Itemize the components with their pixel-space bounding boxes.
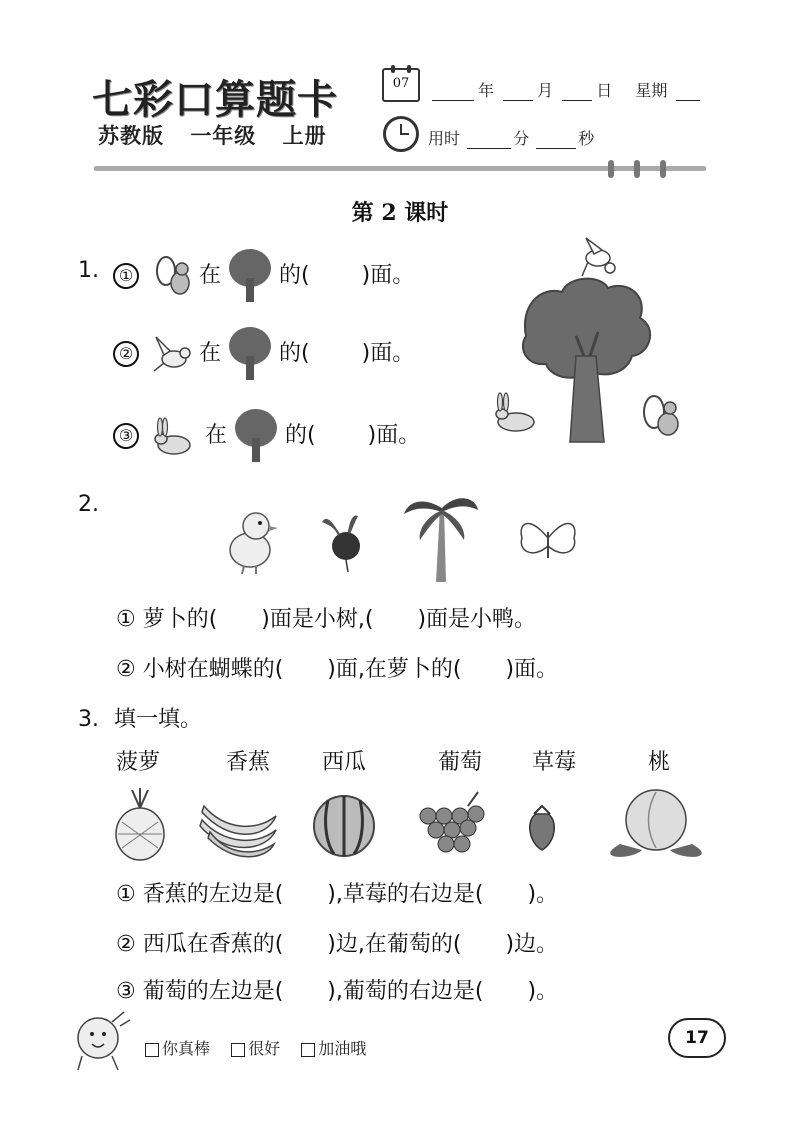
q1-text-of: 的( [285, 423, 316, 448]
divider-bead [634, 160, 640, 178]
lesson-title: 第 2 课时 [351, 200, 449, 226]
squirrel-icon [152, 251, 192, 301]
edition-volume: 上册 [282, 124, 327, 148]
rating-option-keep-going[interactable] [301, 1039, 366, 1058]
edition-publisher: 苏教版 [98, 124, 164, 148]
question-3-title: 填一填。 [114, 707, 203, 732]
checkbox-icon [231, 1043, 245, 1057]
grapes-icon [420, 792, 484, 852]
q1-text-at: 在 [205, 423, 228, 448]
q2-line-2: ② 小树在蝴蝶的( )面,在萝卜的( )面。 [116, 657, 559, 682]
tree-scene [490, 236, 690, 452]
tree-icon [228, 326, 272, 382]
fruit-label-strawberry: 草莓 [532, 750, 577, 775]
peach-icon [610, 790, 702, 857]
rabbit-icon [496, 393, 534, 431]
minutes-label: 分 [513, 129, 530, 148]
q1-item-3 [113, 408, 420, 464]
fruit-pictures [106, 786, 720, 862]
rating-option-great[interactable] [145, 1039, 210, 1058]
q1-item-1 [113, 248, 414, 304]
brand-title: 七彩口算题卡 [92, 76, 338, 123]
pineapple-icon [116, 788, 164, 860]
day-label: 日 [596, 81, 613, 100]
fruit-label-watermelon: 西瓜 [322, 750, 367, 775]
q1-text-at: 在 [199, 341, 222, 366]
rating-label: 加油哦 [318, 1039, 367, 1058]
bird-icon [582, 238, 615, 276]
tree-icon [228, 248, 272, 304]
seconds-label: 秒 [578, 129, 595, 148]
calendar-icon [382, 68, 420, 102]
q2-pictures [222, 488, 582, 588]
q1-text-at: 在 [199, 263, 222, 288]
fruit-label-banana: 香蕉 [226, 750, 271, 775]
calendar-day: 07 [392, 76, 410, 91]
q1-item-2 [113, 326, 414, 382]
rating-label: 你真棒 [162, 1039, 211, 1058]
chick-icon [230, 513, 278, 574]
radish-icon [322, 516, 360, 572]
q1-text-side: )面。 [367, 423, 421, 448]
month-label: 月 [537, 81, 554, 100]
date-fields [428, 78, 704, 101]
circle-number: ② [113, 341, 139, 367]
q3-line-3: ③ 葡萄的左边是( ),葡萄的右边是( )。 [116, 979, 559, 1004]
edition-grade: 一年级 [190, 124, 257, 148]
palm-tree-icon [404, 498, 478, 582]
year-blank[interactable] [432, 86, 474, 101]
q3-line-2: ② 西瓜在香蕉的( )边,在葡萄的( )边。 [116, 932, 559, 957]
large-tree-icon [523, 279, 650, 442]
rating-label: 很好 [248, 1039, 281, 1058]
squirrel-icon [644, 396, 678, 435]
time-fields [428, 126, 594, 149]
fruit-label-pineapple: 菠萝 [116, 750, 161, 775]
day-blank[interactable] [562, 86, 592, 101]
q2-line-1: ① 萝卜的( )面是小树,( )面是小鸭。 [116, 607, 537, 632]
minutes-blank[interactable] [467, 134, 511, 149]
q1-text-of: 的( [279, 341, 310, 366]
butterfly-icon [521, 524, 575, 558]
question-3-header [78, 702, 202, 733]
circle-number: ① [113, 263, 139, 289]
watermelon-icon [314, 796, 374, 856]
header-divider [94, 166, 706, 171]
q1-text-of: 的( [279, 263, 310, 288]
divider-bead [608, 160, 614, 178]
banana-icon [200, 806, 276, 857]
edition-line [98, 120, 345, 150]
weekday-label: 星期 [635, 81, 668, 100]
time-used-label: 用时 [428, 129, 461, 148]
q1-text-side: )面。 [361, 341, 415, 366]
fruit-label-peach: 桃 [648, 750, 671, 775]
tree-icon [234, 408, 278, 464]
question-3-number: 3. [78, 707, 99, 732]
mascot-icon [64, 1004, 136, 1076]
month-blank[interactable] [503, 86, 533, 101]
fruit-label-grapes: 葡萄 [438, 750, 483, 775]
strawberry-icon [530, 806, 555, 850]
checkbox-icon [301, 1043, 315, 1057]
q3-line-1: ① 香蕉的左边是( ),草莓的右边是( )。 [116, 882, 559, 907]
q1-text-side: )面。 [361, 263, 415, 288]
bird-icon [152, 329, 192, 379]
seconds-blank[interactable] [536, 134, 576, 149]
weekday-blank[interactable] [676, 86, 700, 101]
question-2-number: 2. [78, 492, 99, 517]
self-rating [145, 1036, 382, 1059]
divider-bead [660, 160, 666, 178]
page-number: 17 [668, 1018, 726, 1058]
rating-option-good[interactable] [231, 1039, 280, 1058]
year-label: 年 [478, 81, 495, 100]
question-1-number: 1. [78, 258, 99, 283]
clock-icon [383, 116, 419, 152]
rabbit-icon [152, 411, 198, 461]
circle-number: ③ [113, 423, 139, 449]
checkbox-icon [145, 1043, 159, 1057]
